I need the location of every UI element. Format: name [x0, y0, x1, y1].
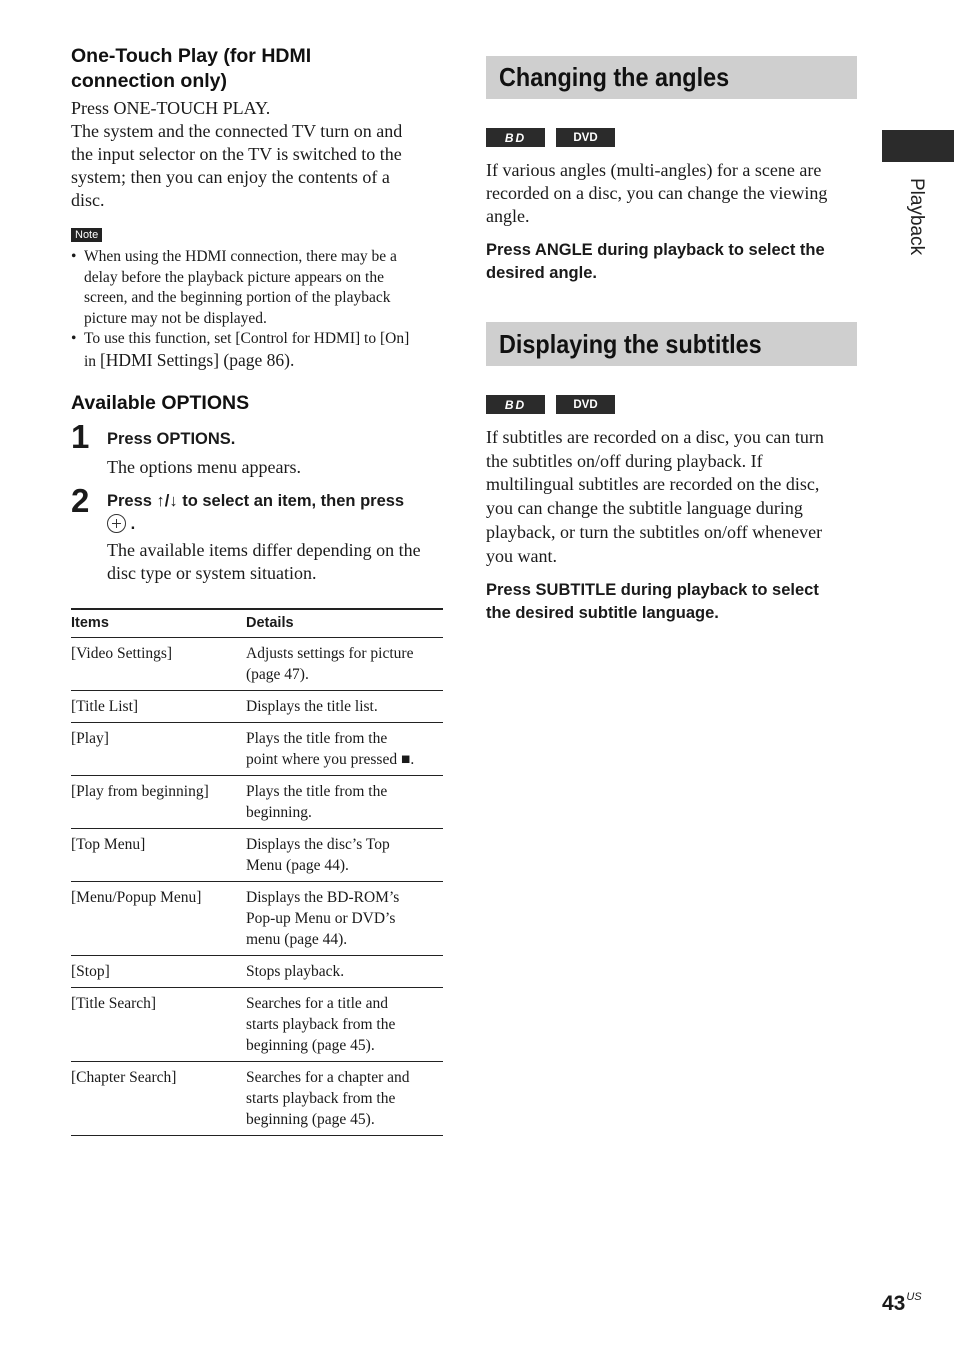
table-header-row [71, 609, 443, 638]
table-row [71, 882, 443, 956]
section-banner-angles [486, 56, 857, 99]
dvd-disc-icon: DVD [556, 395, 615, 414]
angles-body [486, 159, 857, 228]
instruction-line: Press SUBTITLE during playback to select [486, 581, 819, 600]
body-line: If various angles (multi-angles) for a scene are [486, 160, 822, 180]
table-row [71, 829, 443, 882]
body-line: The system and the connected TV turn on and [71, 121, 403, 141]
page-number-value: 43 [882, 1292, 906, 1315]
step-title: Press OPTIONS. [107, 430, 236, 448]
note-line: • When using the HDMI connection, there may be a [84, 248, 397, 265]
table-row [71, 988, 443, 1062]
note-link-ref: [HDMI Settings] (page 86). [99, 349, 295, 370]
item-cell: [Play] [71, 723, 246, 776]
right-column [486, 56, 857, 625]
note-line: screen, and the beginning portion of the playback [84, 289, 391, 306]
details-cell [246, 723, 443, 776]
options-table [71, 608, 443, 1136]
details-line: starts playback from the [246, 1016, 396, 1033]
dvd-disc-icon: DVD [556, 128, 615, 147]
step-title-line: Press ↑/↓ to select an item, then press [107, 492, 405, 510]
item-cell: [Title List] [71, 691, 246, 723]
note-line [84, 350, 443, 373]
available-options-heading: Available OPTIONS [71, 392, 250, 414]
column-header-items: Items [71, 609, 246, 638]
disc-badges [486, 395, 857, 414]
section-title: Changing the angles [499, 62, 730, 92]
table-row [71, 638, 443, 691]
details-cell [246, 988, 443, 1062]
details-line: Displays the BD-ROM’s [246, 889, 400, 906]
details-line: (page 47). [246, 666, 309, 683]
details-cell [246, 1062, 443, 1136]
item-cell: [Title Search] [71, 988, 246, 1062]
item-cell: [Top Menu] [71, 829, 246, 882]
instruction-line: Press ANGLE during playback to select the [486, 241, 825, 259]
table-row [71, 776, 443, 829]
step-2 [71, 482, 443, 585]
note-list [71, 247, 443, 372]
body-line: disc. [71, 190, 105, 210]
table-body [71, 638, 443, 1136]
details-cell [246, 776, 443, 829]
bd-disc-icon: BD [486, 128, 545, 147]
details-line: beginning (page 45). [246, 1037, 375, 1054]
side-tab-text: Playback [906, 178, 927, 256]
step-number: 1 [71, 418, 90, 455]
item-cell: [Chapter Search] [71, 1062, 246, 1136]
item-cell: [Play from beginning] [71, 776, 246, 829]
step-title [107, 490, 443, 536]
note-label: Note [71, 228, 102, 242]
step-title-line [107, 513, 443, 536]
note-line: delay before the playback picture appears on the [84, 268, 384, 286]
column-header-details: Details [246, 609, 443, 638]
step-number: 2 [71, 482, 90, 519]
details-cell [246, 829, 443, 882]
enter-button-icon [107, 514, 126, 533]
side-tab-label [903, 178, 929, 268]
body-line: angle. [486, 206, 530, 226]
body-line: If subtitles are recorded on a disc, you can turn [486, 427, 824, 447]
table-row [71, 723, 443, 776]
body-line: disc type or system situation. [107, 563, 317, 583]
details-line: Plays the title from the [246, 730, 388, 747]
item-cell: [Video Settings] [71, 638, 246, 691]
subtitles-body [486, 426, 857, 568]
page-region-suffix: US [906, 1291, 922, 1303]
note-word: in [84, 352, 97, 370]
note-line: • To use this function, set [Control for HDMI] to [On] [84, 330, 410, 347]
page-number [882, 1284, 922, 1317]
item-cell: [Stop] [71, 956, 246, 988]
step-1 [71, 418, 443, 479]
section-banner-subtitles [486, 322, 857, 366]
details-line: Menu (page 44). [246, 857, 349, 874]
body-line: the input selector on the TV is switched to the [71, 144, 402, 164]
note-item [71, 247, 443, 329]
details-line: Displays the title list. [246, 698, 378, 715]
details-line: beginning (page 45). [246, 1111, 375, 1128]
details-line: starts playback from the [246, 1090, 396, 1107]
body-line: you can change the subtitle language during [486, 498, 803, 519]
one-touch-play-body [71, 97, 443, 212]
details-cell [246, 691, 443, 723]
subtitles-instruction [486, 579, 857, 625]
body-line: system; then you can enjoy the contents of a [71, 167, 390, 187]
step-desc [107, 539, 443, 585]
details-line: Displays the disc’s Top [246, 836, 390, 853]
body-line: multilingual subtitles are recorded on the disc, [486, 474, 820, 495]
disc-badges [486, 128, 857, 147]
step-desc: The options menu appears. [107, 457, 301, 477]
details-cell [246, 956, 443, 988]
details-line: point where you pressed ■. [246, 751, 415, 768]
section-side-tab [882, 130, 954, 162]
details-cell [246, 882, 443, 956]
body-line: the subtitles on/off during playback. If [486, 450, 763, 471]
details-line: Pop-up Menu or DVD’s [246, 910, 396, 927]
body-line: playback, or turn the subtitles on/off whenever [486, 521, 823, 542]
table-row [71, 956, 443, 988]
details-line: Adjusts settings for picture [246, 645, 414, 662]
details-line: Searches for a chapter and [246, 1069, 410, 1086]
instruction-line: the desired subtitle language. [486, 604, 719, 623]
note-item [71, 329, 443, 372]
details-line: Stops playback. [246, 963, 345, 980]
step-title-end: . [130, 515, 136, 533]
table-row [71, 691, 443, 723]
details-line: Plays the title from the [246, 783, 388, 800]
note-line: picture may not be displayed. [84, 309, 267, 327]
instruction-line: desired angle. [486, 264, 597, 282]
section-title: Displaying the subtitles [499, 328, 762, 359]
angles-instruction [486, 239, 857, 285]
body-line: you want. [486, 545, 557, 566]
body-line: recorded on a disc, you can change the viewing [486, 183, 828, 203]
left-column [71, 44, 443, 1136]
body-line: The available items differ depending on the [107, 540, 421, 560]
details-line: Searches for a title and [246, 995, 389, 1012]
table-row [71, 1062, 443, 1136]
one-touch-play-heading: One-Touch Play (for HDMI connection only) [71, 45, 312, 92]
details-line: menu (page 44). [246, 931, 348, 948]
details-line: beginning. [246, 804, 312, 821]
bd-disc-icon: BD [486, 395, 545, 414]
body-line: Press ONE-TOUCH PLAY. [71, 98, 271, 118]
item-cell: [Menu/Popup Menu] [71, 882, 246, 956]
details-cell [246, 638, 443, 691]
